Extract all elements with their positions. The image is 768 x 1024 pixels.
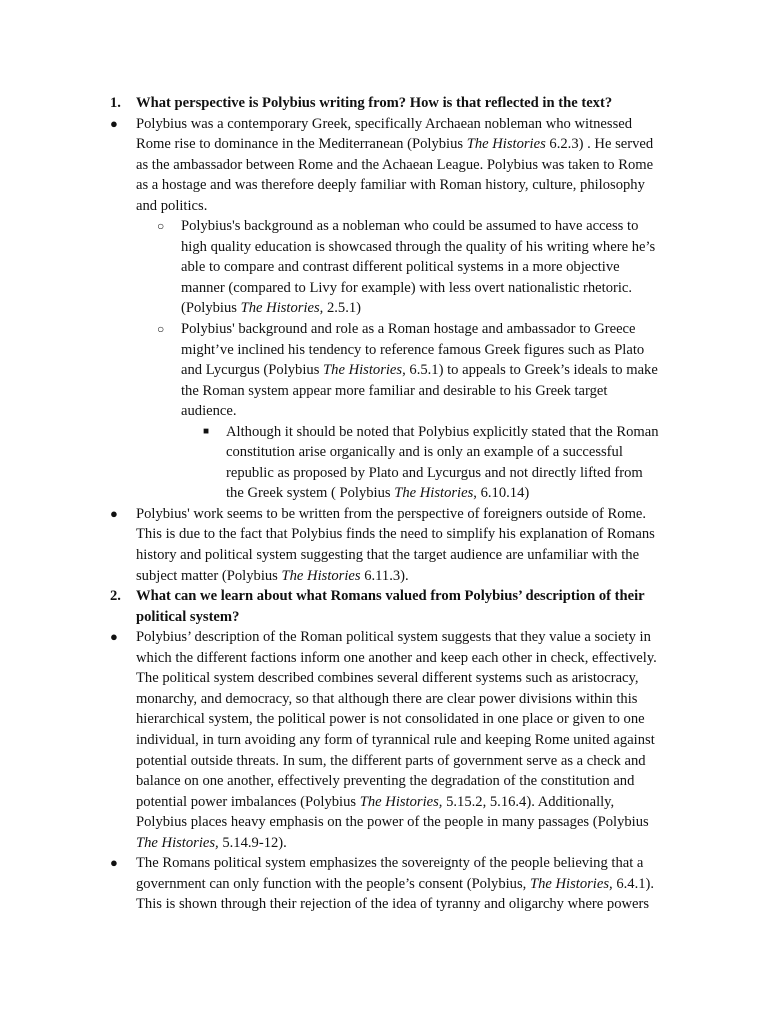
text-line: [0, 298, 768, 319]
citation-title: The Histories: [281, 567, 361, 584]
text-segment: The political system described combines several different systems such as aristocracy,: [136, 670, 639, 687]
text-segment: balance on one another, effectively preventing the degradation of the constitution and: [136, 773, 635, 790]
text-line: [0, 134, 768, 155]
text-line: [0, 175, 768, 196]
paragraph-text: [136, 792, 614, 813]
paragraph-text: [136, 504, 646, 525]
text-segment: This is shown through their rejection of the idea of tyranny and oligarchy where powers: [136, 896, 650, 913]
paragraph-text: [226, 422, 659, 443]
text-segment: potential power imbalances (Polybius: [136, 793, 360, 810]
text-segment: the Roman system appear more familiar and desirable to his Greek target: [181, 382, 608, 399]
bullet-icon: ●: [110, 629, 118, 645]
paragraph-text: [136, 524, 655, 545]
paragraph-text: [181, 319, 636, 340]
text-line: [0, 442, 768, 463]
text-line: [0, 709, 768, 730]
text-line: [0, 278, 768, 299]
text-line: [0, 648, 768, 669]
paragraph-text: [136, 566, 409, 587]
text-segment: able to compare and contrast different political systems in a more objective: [181, 259, 620, 276]
text-line: [0, 360, 768, 381]
text-segment: history and political system suggesting that the target audience are unfamiliar with the: [136, 547, 640, 564]
text-segment: as the ambassador between Rome and the Achaean League. Polybius was taken to Rome: [136, 156, 654, 173]
paragraph-text: [181, 237, 655, 258]
text-line: [0, 566, 768, 587]
paragraph-text: [181, 340, 644, 361]
text-line: [0, 751, 768, 772]
bullet-icon: ●: [110, 115, 118, 131]
text-line: [0, 689, 768, 710]
text-segment: What can we learn about what Romans valued from Polybius’ description of their: [136, 588, 645, 605]
text-segment: constitution arise organically and is only an example of a successful: [226, 444, 623, 461]
text-segment: , 6.10.14): [473, 485, 530, 502]
paragraph-text: [136, 730, 655, 751]
text-segment: subject matter (Polybius: [136, 567, 282, 584]
text-segment: 2.5.1): [323, 300, 362, 317]
text-segment: Polybius’ description of the Roman political system suggests that they value a society in: [136, 629, 651, 646]
question-text: [136, 93, 612, 114]
text-segment: Polybius was a contemporary Greek, specifically Archaean nobleman who witnessed: [136, 115, 633, 132]
paragraph-text: [136, 689, 637, 710]
citation-title: The Histories: [323, 362, 403, 379]
text-line: [0, 853, 768, 874]
text-segment: 5.14.9-12).: [218, 834, 287, 851]
paragraph-text: [136, 833, 287, 854]
citation-title: The Histories: [394, 485, 474, 502]
text-segment: political system?: [136, 608, 240, 625]
paragraph-text: [226, 463, 643, 484]
text-line: [0, 114, 768, 135]
text-segment: This is due to the fact that Polybius finds the need to simplify his explanation of Romans: [136, 526, 655, 543]
square-bullet-icon: ■: [203, 425, 210, 437]
text-line: [0, 381, 768, 402]
text-line: [0, 894, 768, 915]
paragraph-text: [136, 155, 653, 176]
text-line: [0, 812, 768, 833]
question-number: 1.: [110, 95, 121, 111]
text-segment: Polybius' background and role as a Roman hostage and ambassador to Greece: [181, 321, 636, 338]
paragraph-text: [136, 853, 643, 874]
text-segment: What perspective is Polybius writing from? How is that reflected in the text?: [136, 95, 613, 111]
text-segment: and politics.: [136, 197, 208, 214]
text-segment: Polybius places heavy emphasis on the power of the people in many passages (Polybius: [136, 814, 649, 831]
paragraph-text: [136, 545, 639, 566]
text-line: [0, 874, 768, 895]
text-segment: individual, in turn avoiding any form of tyrannical rule and keeping Rome united against: [136, 731, 655, 748]
text-line: [0, 833, 768, 854]
text-line: [0, 319, 768, 340]
paragraph-text: [226, 483, 529, 504]
paragraph-text: [181, 257, 620, 278]
paragraph-text: [136, 812, 649, 833]
paragraph-text: [136, 648, 657, 669]
citation-title: The Histories,: [136, 834, 219, 851]
text-line: [0, 463, 768, 484]
text-segment: potential outside threats. In sum, the different parts of government serve as a check and: [136, 752, 646, 769]
text-segment: Rome rise to dominance in the Mediterranean (Polybius: [136, 136, 467, 153]
text-line: [0, 524, 768, 545]
paragraph-text: [136, 771, 634, 792]
text-segment: which the different factions inform one another and keep each other in check, effectively.: [136, 649, 657, 666]
paragraph-text: [136, 874, 654, 895]
paragraph-text: [181, 381, 607, 402]
text-line: [0, 792, 768, 813]
text-line: [0, 196, 768, 217]
text-line: [0, 668, 768, 689]
paragraph-text: [136, 627, 651, 648]
text-segment: The Romans political system emphasizes the sovereignty of the people believing that a: [136, 855, 644, 872]
paragraph-text: [181, 298, 361, 319]
hollow-bullet-icon: ○: [157, 219, 165, 234]
paragraph-text: [136, 668, 639, 689]
text-segment: Although it should be noted that Polybius explicitly stated that the Roman: [226, 423, 659, 440]
text-segment: and Lycurgus (Polybius: [181, 362, 324, 379]
paragraph-text: [226, 442, 623, 463]
text-line: [0, 340, 768, 361]
question-number: 2.: [110, 588, 121, 605]
text-segment: 6.2.3) . He served: [545, 136, 654, 153]
text-segment: might’ve inclined his tendency to reference famous Greek figures such as Plato: [181, 341, 645, 358]
text-line: [0, 93, 768, 114]
paragraph-text: [181, 360, 658, 381]
text-line: [0, 627, 768, 648]
text-line: [0, 155, 768, 176]
paragraph-text: [181, 216, 638, 237]
bullet-icon: ●: [110, 855, 118, 871]
citation-title: The Histories,: [529, 875, 613, 892]
paragraph-text: [136, 894, 649, 915]
text-line: [0, 730, 768, 751]
text-segment: Polybius' work seems to be written from the perspective of foreigners outside of Rome.: [136, 505, 647, 522]
paragraph-text: [181, 401, 237, 422]
text-segment: (Polybius: [181, 300, 241, 317]
text-line: [0, 607, 768, 628]
hollow-bullet-icon: ○: [157, 322, 165, 337]
paragraph-text: [136, 709, 645, 730]
text-segment: as a hostage and was therefore deeply familiar with Roman history, culture, philosophy: [136, 177, 645, 194]
text-line: [0, 401, 768, 422]
paragraph-text: [136, 175, 645, 196]
text-segment: the Greek system ( Polybius: [226, 485, 395, 502]
text-line: [0, 545, 768, 566]
question-text: [136, 607, 239, 628]
text-segment: republic as proposed by Plato and Lycurgus and not directly lifted from: [226, 464, 643, 481]
bullet-icon: ●: [110, 505, 118, 521]
text-line: [0, 422, 768, 443]
paragraph-text: [136, 134, 653, 155]
text-line: [0, 216, 768, 237]
text-segment: monarchy, and democracy, so that although there are clear power divisions within this: [136, 690, 638, 707]
citation-title: The Histories,: [359, 793, 443, 810]
text-line: [0, 586, 768, 607]
citation-title: The Histories,: [240, 300, 324, 317]
citation-title: The Histories: [466, 136, 546, 153]
text-segment: 5.15.2, 5.16.4). Additionally,: [442, 793, 615, 810]
text-line: [0, 483, 768, 504]
text-line: [0, 237, 768, 258]
text-segment: Polybius's background as a nobleman who could be assumed to have access to: [181, 218, 639, 235]
text-segment: hierarchical system, the political power is not consolidated in one place or given to one: [136, 711, 645, 728]
paragraph-text: [136, 196, 207, 217]
question-text: [136, 586, 645, 607]
text-segment: 6.4.1).: [612, 875, 655, 892]
paragraph-text: [136, 114, 632, 135]
text-segment: government can only function with the people’s consent (Polybius,: [136, 875, 530, 892]
text-segment: , 6.5.1) to appeals to Greek’s ideals to make: [402, 362, 658, 379]
text-segment: audience.: [181, 403, 237, 420]
text-segment: 6.11.3).: [360, 567, 409, 584]
paragraph-text: [136, 751, 646, 772]
text-segment: manner (compared to Livy for example) with less overt nationalistic rhetoric.: [181, 279, 633, 296]
text-line: [0, 257, 768, 278]
document-body: [0, 93, 768, 915]
text-segment: high quality education is showcased through the quality of his writing where he’s: [181, 238, 656, 255]
paragraph-text: [181, 278, 632, 299]
text-line: [0, 504, 768, 525]
text-line: [0, 771, 768, 792]
